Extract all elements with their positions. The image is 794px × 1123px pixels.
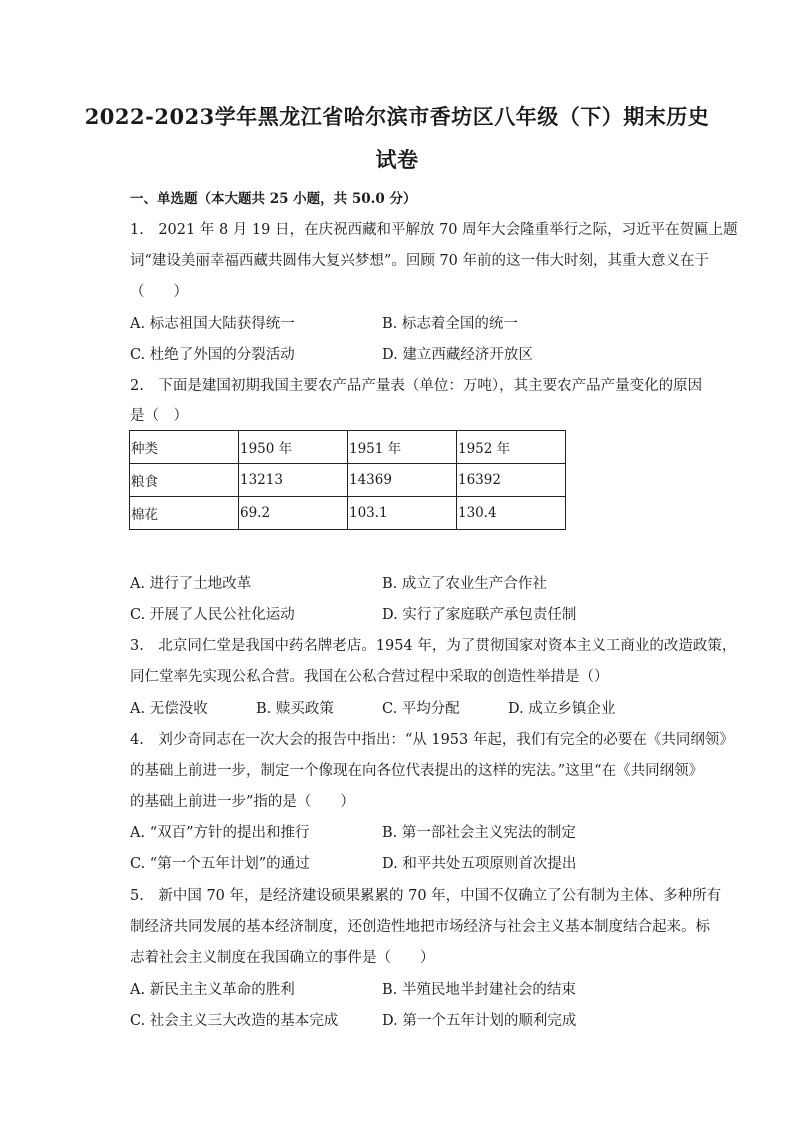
q1-stem-line3: （ ） [130,284,188,300]
q2-stem-line1: 2. 下面是建国初期我国主要农产品产量表（单位：万吨），其主要农产品产量变化的原因 [130,378,703,394]
q4-option-d[interactable]: D. 和平共处五项原则首次提出 [382,856,577,872]
q5-stem-line1: 5. 新中国 70 年，是经济建设硕果累累的 70 年，中国不仅确立了公有制为主体、多种所有 [130,888,722,904]
q5-option-d[interactable]: D. 第一个五年计划的顺利完成 [382,1013,577,1029]
section-heading: 一、单选题（本大题共 25 小题，共 50.0 分） [130,191,417,207]
q5-option-b[interactable]: B. 半殖民地半封建社会的结束 [382,982,576,998]
table-header-cell: 1950 年 [239,431,348,464]
q5-stem-line3: 志着社会主义制度在我国确立的事件是（ ） [130,950,435,966]
table-header-cell: 1951 年 [348,431,457,464]
q3-option-a[interactable]: A. 无偿没收 [130,701,208,717]
table-cell: 14369 [348,464,457,497]
table-cell: 69.2 [239,497,348,530]
q2-option-a[interactable]: A. 进行了土地改革 [130,576,252,592]
q4-option-a[interactable]: A. “双百”方针的提出和推行 [130,825,310,841]
q4-stem-line2: 的基础上前进一步，制定一个像现在向各位代表提出的这样的宪法。”这里“在《共同纲领》 [130,763,704,779]
q1-option-d[interactable]: D. 建立西藏经济开放区 [382,347,533,363]
table-header-cell: 种类 [130,431,239,464]
production-table [129,430,566,530]
q4-option-c[interactable]: C. “第一个五年计划”的通过 [130,856,310,872]
q1-option-c[interactable]: C. 杜绝了外国的分裂活动 [130,347,295,363]
q3-option-d[interactable]: D. 成立乡镇企业 [508,701,616,717]
q1-stem-line1: 1. 2021 年 8 月 19 日，在庆祝西藏和平解放 70 周年大会隆重举行之际，习近平在贺匾上题 [130,222,738,238]
table-header-row [130,431,566,464]
table-row [130,497,566,530]
q4-stem-line3: 的基础上前进一步”指的是（ ） [130,794,355,810]
q4-option-b[interactable]: B. 第一部社会主义宪法的制定 [382,825,576,841]
q5-option-a[interactable]: A. 新民主主义革命的胜利 [130,982,295,998]
table-cell: 棉花 [130,497,239,530]
q2-option-d[interactable]: D. 实行了家庭联产承包责任制 [382,607,577,623]
table-cell: 16392 [457,464,566,497]
q1-option-a[interactable]: A. 标志祖国大陆获得统一 [130,316,295,332]
q3-option-b[interactable]: B. 赎买政策 [256,701,334,717]
table-cell: 粮食 [130,464,239,497]
q1-stem-line2: 词“建设美丽幸福西藏共圆伟大复兴梦想”。回顾 70 年前的这一伟大时刻，其重大意义在于 [130,253,709,269]
q2-stem-line2: 是（ ） [130,408,188,424]
exam-title-line2: 试卷 [375,147,419,172]
q5-stem-line2: 制经济共同发展的基本经济制度，还创造性地把市场经济与社会主义基本制度结合起来。标 [130,919,710,935]
q4-stem-line1: 4. 刘少奇同志在一次大会的报告中指出：“从 1953 年起，我们有完全的必要在《共同纲领》 [130,732,734,748]
q3-stem-line1: 3. 北京同仁堂是我国中药名牌老店。1954 年，为了贯彻国家对资本主义工商业的改造政策， [130,638,737,654]
q1-option-b[interactable]: B. 标志着全国的统一 [382,316,518,332]
table-cell: 130.4 [457,497,566,530]
table-row [130,464,566,497]
table-cell: 103.1 [348,497,457,530]
table-cell: 13213 [239,464,348,497]
q3-option-c[interactable]: C. 平均分配 [382,701,460,717]
exam-title-line1: 2022-2023学年黑龙江省哈尔滨市香坊区八年级（下）期末历史 [84,104,710,129]
q2-option-b[interactable]: B. 成立了农业生产合作社 [382,576,547,592]
q5-option-c[interactable]: C. 社会主义三大改造的基本完成 [130,1013,339,1029]
q2-option-c[interactable]: C. 开展了人民公社化运动 [130,607,295,623]
table-header-cell: 1952 年 [457,431,566,464]
q3-stem-line2: 同仁堂率先实现公私合营。我国在公私合营过程中采取的创造性举措是（） [130,669,609,685]
